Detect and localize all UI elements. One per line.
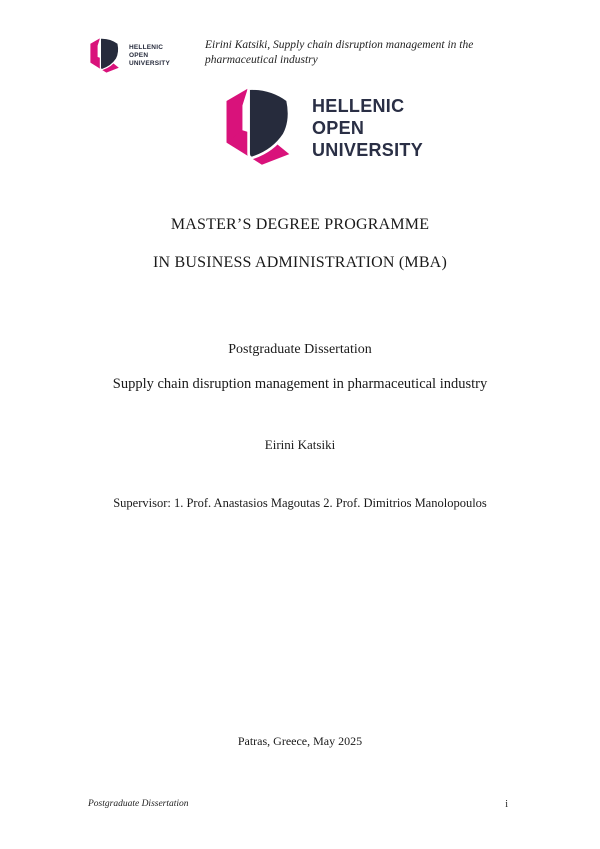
hou-logo-small xyxy=(88,37,170,75)
logo-text-line: OPEN xyxy=(129,52,149,59)
logo-text-line: OPEN xyxy=(312,118,365,138)
dissertation-title: Supply chain disruption management in pharmaceutical industry xyxy=(112,376,488,392)
footer-page-number: i xyxy=(505,799,508,810)
logo-text-line: HELLENIC xyxy=(129,44,164,51)
open-book-logo-icon xyxy=(221,86,301,170)
logo-text-line: UNIVERSITY xyxy=(129,60,171,67)
footer-running-title: Postgraduate Dissertation xyxy=(88,799,189,809)
supervisors-line: Supervisor: 1. Prof. Anastasios Magoutas 2. Prof. Dimitrios Manolopoulos xyxy=(113,496,487,510)
location-date-line: Patras, Greece, May 2025 xyxy=(237,734,363,748)
degree-programme-title-line1: MASTER’S DEGREE PROGRAMME xyxy=(170,216,430,233)
hou-logo-large-text xyxy=(312,95,423,161)
open-book-logo-icon xyxy=(88,37,124,75)
degree-programme-title-line2: IN BUSINESS ADMINISTRATION (MBA) xyxy=(153,254,447,271)
dissertation-type-label: Postgraduate Dissertation xyxy=(228,342,372,357)
hou-logo-small-text xyxy=(129,44,170,68)
hou-logo-large xyxy=(221,86,423,170)
author-name: Eirini Katsiki xyxy=(264,437,336,452)
logo-text-line: HELLENIC xyxy=(312,96,405,116)
logo-text-line: UNIVERSITY xyxy=(312,140,424,160)
running-title: Eirini Katsiki, Supply chain disruption management in the pharmaceutical industry xyxy=(205,39,474,66)
